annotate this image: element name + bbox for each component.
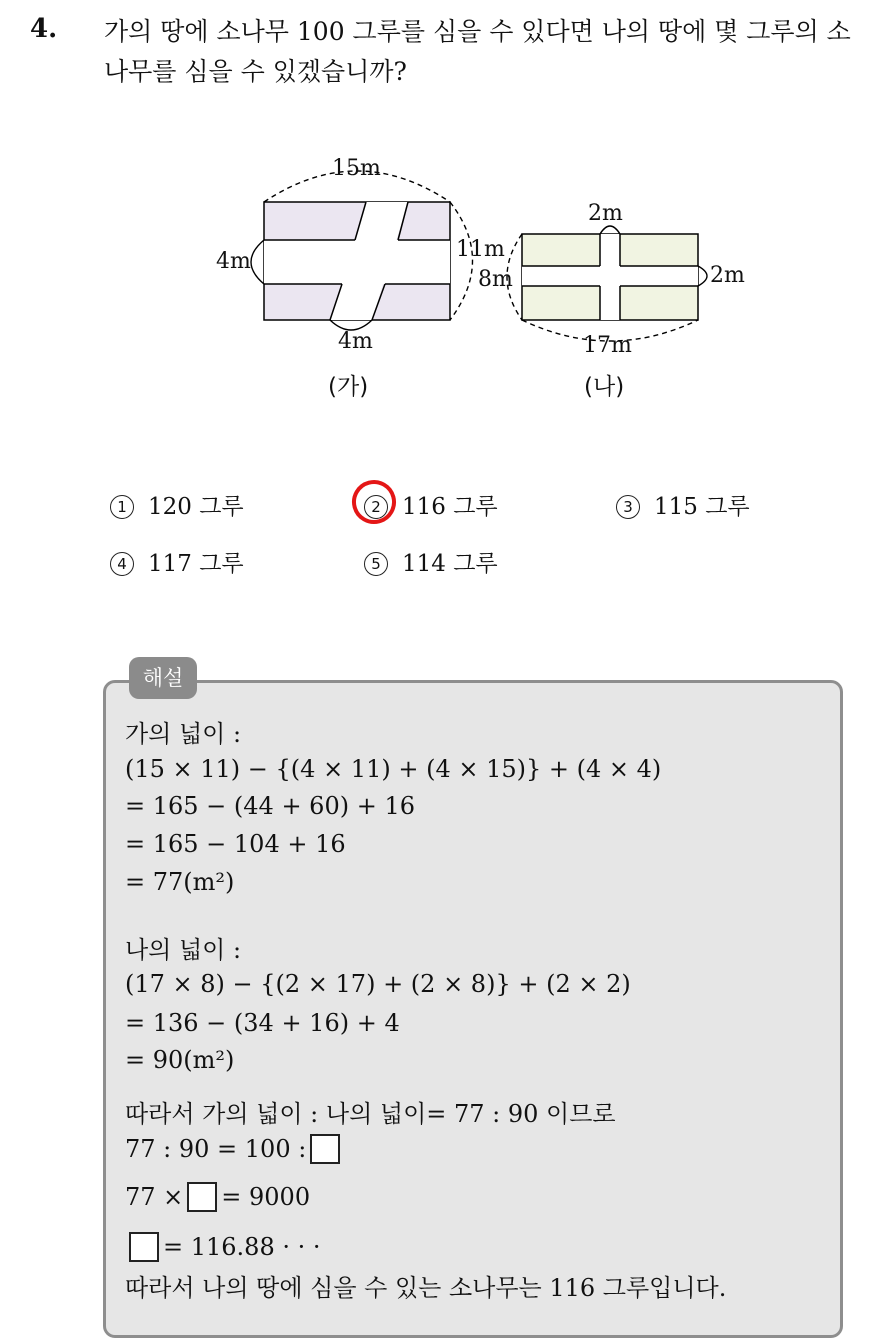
- solution-line: 따라서 나의 땅에 심을 수 있는 소나무는 116 그루입니다.: [125, 1274, 727, 1302]
- multiply-text: 77 ×: [125, 1183, 184, 1211]
- choice-label: 116 그루: [402, 494, 498, 520]
- choice-number-1: 1: [110, 495, 134, 519]
- unknown-box: [187, 1182, 217, 1212]
- label-na-left: 8m: [478, 267, 513, 292]
- label-na-right: 2m: [710, 263, 745, 288]
- solution-line: (17 × 8) − {(2 × 17) + (2 × 8)} + (2 × 2): [125, 970, 631, 998]
- choice-number-2: 2: [364, 495, 388, 519]
- question-text: 가의 땅에 소나무 100 그루를 심을 수 있다면 나의 땅에 몇 그루의 소나무를 심을 수 있겠습니까?: [104, 17, 851, 86]
- unknown-box: [129, 1232, 159, 1262]
- solution-line: = 165 − (44 + 60) + 16: [125, 792, 415, 820]
- solution-line: 따라서 가의 넓이 : 나의 넓이= 77 : 90 이므로: [125, 1100, 616, 1128]
- label-ga-left: 4m: [216, 249, 251, 274]
- choice-4[interactable]: [110, 545, 244, 578]
- proportion-text: 77 : 90 = 100 :: [125, 1135, 307, 1163]
- solution-line-proportion: [125, 1134, 344, 1164]
- solution-tag: 해설: [129, 657, 197, 699]
- path-na-vertical: [600, 234, 620, 320]
- choice-label: 117 그루: [148, 551, 244, 577]
- solution-line-result: [125, 1232, 321, 1262]
- solution-line: = 77(m²): [125, 868, 235, 896]
- label-na-bottom: 17m: [583, 333, 632, 358]
- solution-line: = 90(m²): [125, 1046, 235, 1074]
- label-ga-right: 11m: [456, 237, 505, 262]
- result-text: = 116.88 · · ·: [163, 1233, 321, 1261]
- figure: [0, 130, 884, 420]
- solution-line: 나의 넓이 :: [125, 936, 242, 964]
- choice-1[interactable]: [110, 488, 244, 521]
- choice-number-4: 4: [110, 552, 134, 576]
- multiply-result: = 9000: [221, 1183, 311, 1211]
- solution-line-multiply: [125, 1182, 310, 1212]
- choice-label: 120 그루: [148, 494, 244, 520]
- choice-3[interactable]: [616, 488, 750, 521]
- label-ga-bottom: 4m: [338, 329, 373, 354]
- solution-line: 가의 넓이 :: [125, 720, 242, 748]
- caption-ga: (가): [328, 374, 369, 400]
- label-na-top: 2m: [588, 201, 623, 226]
- solution-line: (15 × 11) − {(4 × 11) + (4 × 15)} + (4 × 4): [125, 755, 662, 783]
- label-ga-top: 15m: [332, 156, 381, 181]
- choice-label: 115 그루: [654, 494, 750, 520]
- unknown-box: [310, 1134, 340, 1164]
- choice-label: 114 그루: [402, 551, 498, 577]
- solution-line: = 136 − (34 + 16) + 4: [125, 1009, 400, 1037]
- choice-5[interactable]: [364, 545, 498, 578]
- question-number: 4.: [30, 14, 58, 44]
- caption-na: (나): [584, 374, 625, 400]
- solution-line: = 165 − 104 + 16: [125, 830, 346, 858]
- choice-number-5: 5: [364, 552, 388, 576]
- choice-number-3: 3: [616, 495, 640, 519]
